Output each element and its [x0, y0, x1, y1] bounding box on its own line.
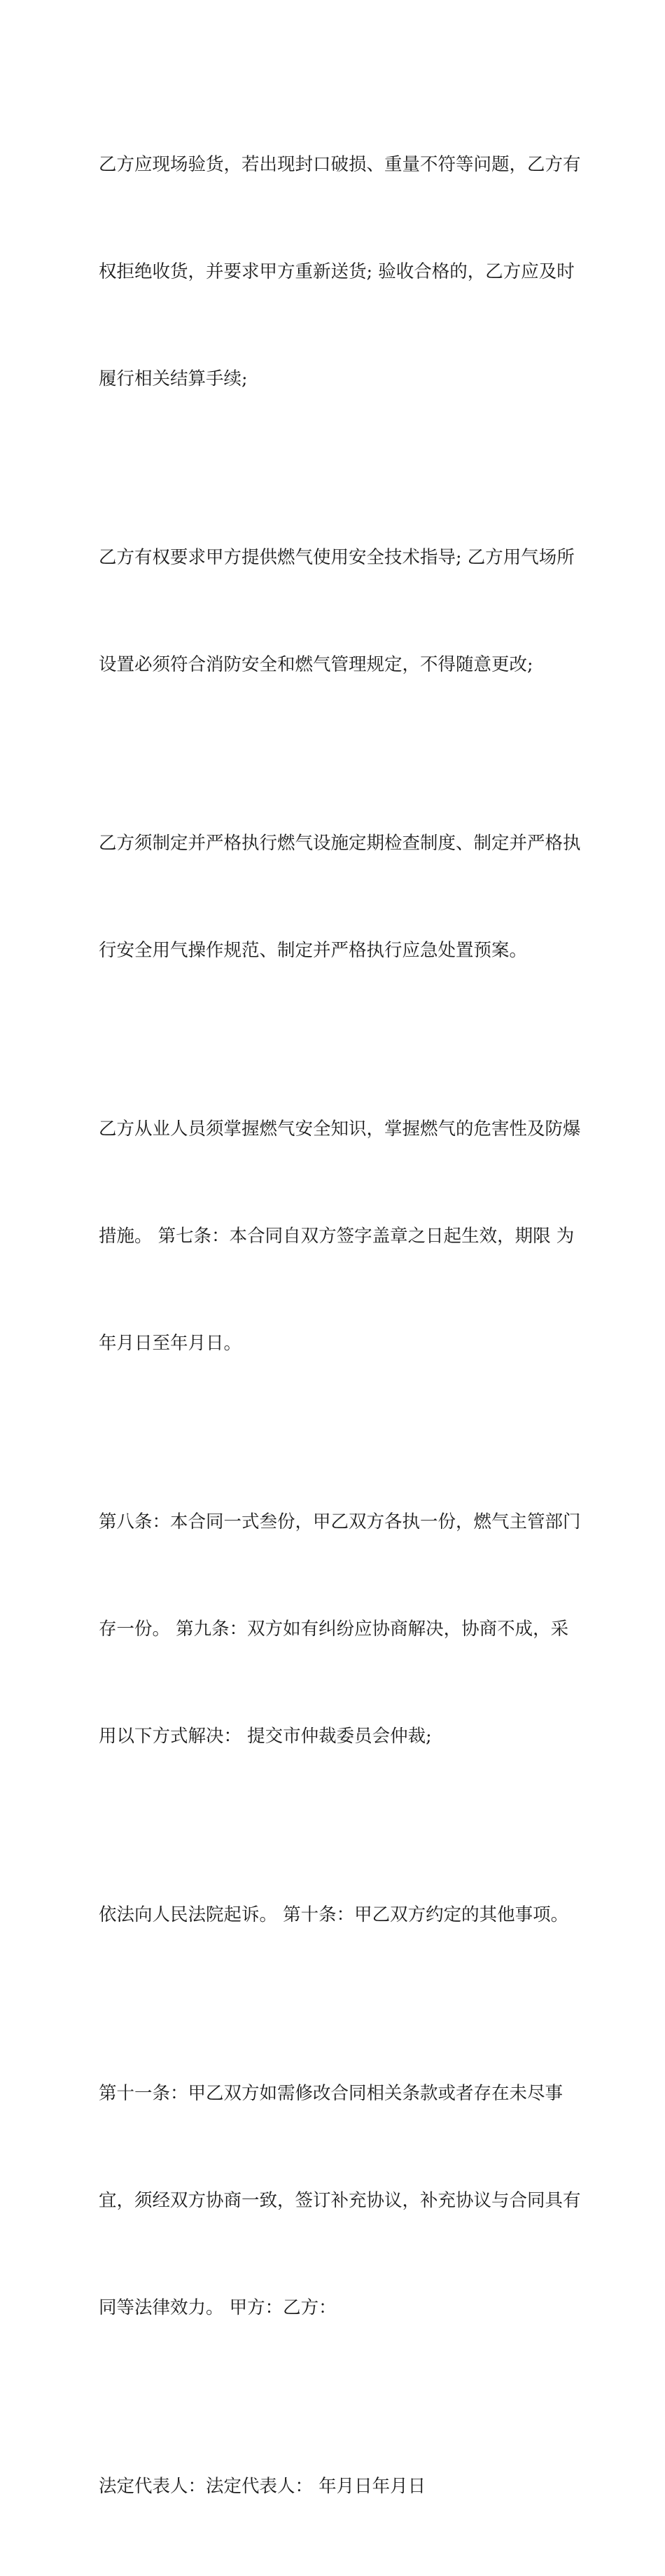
text-line: 用以下方式解决： 提交市仲裁委员会仲裁; — [99, 1726, 432, 1747]
paragraph-inspection-system — [99, 754, 581, 1040]
text-line: 存一份。 第九条：双方如有纠纷应协商解决，协商不成，采 — [99, 1619, 569, 1640]
text-line: 权拒绝收货，并要求甲方重新送货; 验收合格的，乙方应及时 — [99, 261, 575, 282]
text-line: 乙方应现场验货，若出现封口破损、重量不符等问题，乙方有 — [99, 154, 581, 175]
paragraph-article-ten — [99, 1826, 575, 2004]
text-line: 乙方有权要求甲方提供燃气使用安全技术指导; 乙方用气场所 — [99, 547, 575, 568]
document-body — [99, 76, 581, 2576]
text-line: 第十一条：甲乙双方如需修改合同相关条款或者存在未尽事 — [99, 2083, 564, 2104]
text-line: 依法向人民法院起诉。 第十条：甲乙双方约定的其他事项。 — [99, 1904, 569, 1925]
paragraph-article-eleven — [99, 2004, 581, 2397]
text-line: 乙方从业人员须掌握燃气安全知识，掌握燃气的危害性及防爆 — [99, 1119, 581, 1140]
text-line: 乙方须制定并严格执行燃气设施定期检查制度、制定并严格执 — [99, 833, 581, 854]
text-line: 措施。 第七条：本合同自双方签字盖章之日起生效，期限 为 — [99, 1226, 575, 1247]
text-line: 宜，须经双方协商一致，签订补充协议，补充协议与合同具有 — [99, 2190, 581, 2211]
text-line: 设置必须符合消防安全和燃气管理规定，不得随意更改; — [99, 654, 533, 675]
paragraph-safety-guidance — [99, 469, 575, 754]
paragraph-article-seven — [99, 1040, 581, 1433]
text-line: 年月日至年月日。 — [99, 1333, 242, 1354]
text-line: 法定代表人：法定代表人： 年月日年月日 — [99, 2476, 426, 2497]
paragraph-inspection — [99, 76, 581, 469]
text-line: 履行相关结算手续; — [99, 368, 248, 389]
text-line: 行安全用气操作规范、制定并严格执行应急处置预案。 — [99, 940, 528, 961]
paragraph-article-eight-nine — [99, 1433, 581, 1826]
paragraph-signatures — [99, 2397, 575, 2576]
text-line: 同等法律效力。 甲方：乙方： — [99, 2297, 337, 2318]
text-line: 第八条：本合同一式叁份，甲乙双方各执一份，燃气主管部门 — [99, 1511, 581, 1532]
